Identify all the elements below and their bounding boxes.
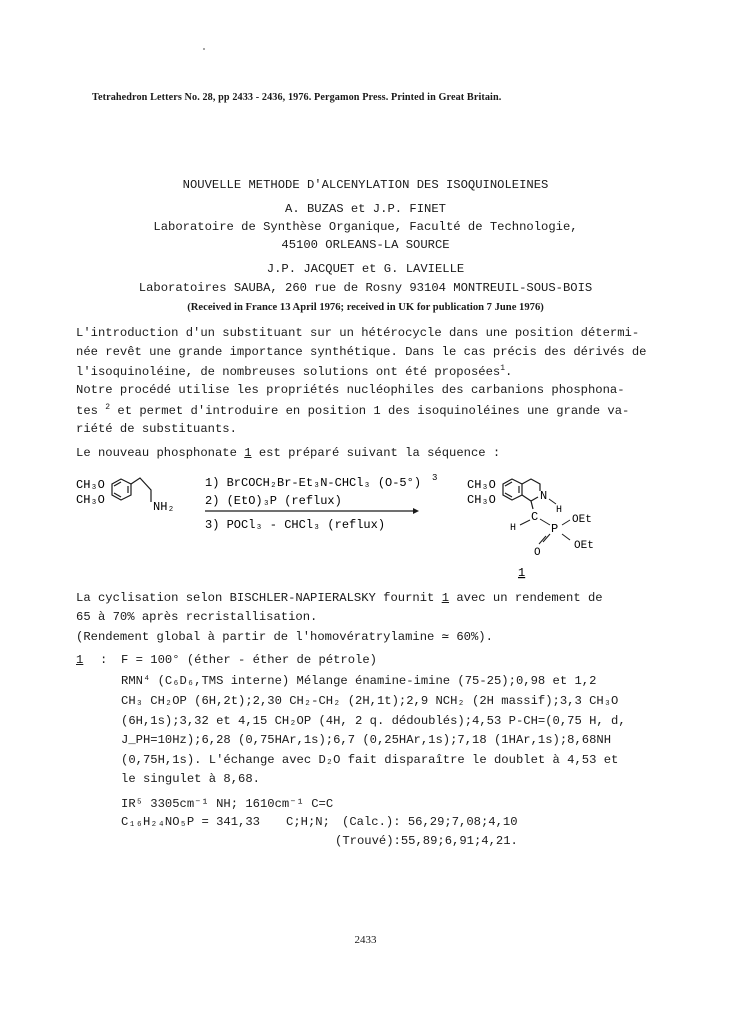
intro-line-4: Notre procédé utilise les propriétés nucléophiles des carbanions phosphona- — [76, 383, 625, 397]
product-label: 1 — [518, 566, 526, 580]
step-3: 3) POCl₃ - CHCl₃ (reflux) — [205, 518, 386, 532]
affiliation-1-line-1: Laboratoire de Synthèse Organique, Faculté de Technologie, — [153, 220, 578, 234]
prod-isoquinoline-rings — [503, 479, 540, 509]
ref-2: 2 — [105, 403, 111, 412]
page-number: 2433 — [354, 934, 377, 946]
prod-h-c: H — [510, 523, 517, 534]
results-line-2: 65 à 70% après recristallisation. — [76, 610, 318, 624]
prod-ch3o-1: CH₃O — [467, 478, 496, 492]
reaction-scheme — [0, 464, 731, 584]
data-separator: : — [100, 653, 108, 667]
nmr-line-6: le singulet à 8,68. — [121, 772, 260, 786]
affiliation-1-line-2: 45100 ORLEANS-LA SOURCE — [281, 238, 450, 252]
intro-line-1: L'introduction d'un substituant sur un hétérocycle dans une position détermi- — [76, 326, 640, 340]
step-1-ref: 3 — [432, 473, 438, 483]
prod-ch3o-2: CH₃O — [467, 493, 496, 507]
intro-line-2: née revêt une grande importance synthétique. Dans le cas précis des dérivés de — [76, 345, 647, 359]
sm-side-chain — [131, 478, 151, 502]
speck-mark — [203, 48, 205, 50]
prod-n: N — [540, 489, 548, 503]
article-title: NOUVELLE METHODE D'ALCENYLATION DES ISOQUINOLEINES — [182, 178, 549, 192]
prod-p: P — [551, 522, 559, 536]
nmr-line-1: RMN⁴ (C₆D₆,TMS interne) Mélange énamine-imine (75-25);0,98 et 1,2 — [121, 674, 597, 688]
analysis-elements: C;H;N; — [286, 815, 330, 829]
ir-data: IR⁵ 3305cm⁻¹ NH; 1610cm⁻¹ C=C — [121, 797, 334, 811]
analysis-found: (Trouvé):55,89;6,91;4,21. — [335, 834, 518, 848]
intro-line-7: Le nouveau phosphonate 1 est préparé suivant la séquence : — [76, 446, 501, 460]
step-2: 2) (EtO)₃P (reflux) — [205, 494, 342, 508]
received-dates: (Received in France 13 April 1976; received in UK for publication 7 June 1976) — [187, 302, 544, 313]
prod-oet-2: OEt — [574, 540, 594, 552]
sm-nh2: NH₂ — [153, 500, 175, 514]
intro-line-6: riété de substituants. — [76, 422, 237, 436]
sm-ch3o-1: CH₃O — [76, 478, 105, 492]
nmr-line-5: (0,75H,1s). L'échange avec D₂O fait disparaître le doublet à 4,53 et — [121, 753, 619, 767]
nmr-line-2: CH₃ CH₂OP (6H,2t);2,30 CH₂-CH₂ (2H,1t);2,9 NCH₂ (2H massif);3,3 CH₃O — [121, 694, 619, 708]
nmr-line-3: (6H,1s);3,32 et 4,15 CH₂OP (4H, 2 q. dédoublés);4,53 P-CH=(0,75 H, d, — [121, 714, 626, 728]
nmr-line-4: J_PH=10Hz);6,28 (0,75HAr,1s);6,7 (0,25HAr,1s);7,18 (1HAr,1s);8,68NH — [121, 733, 612, 747]
intro-line-5: tes $^2$ et permet d'introduire en position 1 des isoquinoléines une grande va- — [76, 403, 630, 418]
prod-oet-1: OEt — [572, 514, 592, 526]
intro-line-3: l'isoquinoléine, de nombreuses solutions ont été proposées$^1$. — [76, 364, 513, 379]
journal-header: Tetrahedron Letters No. 28, pp 2433 - 2436, 1976. Pergamon Press. Printed in Great Britain. — [92, 92, 502, 103]
molecular-formula: C₁₆H₂₄NO₅P = 341,33 — [121, 815, 260, 829]
compound-number: 1 — [244, 446, 252, 460]
authors-1: A. BUZAS et J.P. FINET — [285, 202, 446, 216]
affiliation-2: Laboratoires SAUBA, 260 rue de Rosny 93104 MONTREUIL-SOUS-BOIS — [138, 281, 593, 295]
melting-point: F = 100° (éther - éther de pétrole) — [121, 653, 377, 667]
authors-2: J.P. JACQUET et G. LAVIELLE — [266, 262, 465, 276]
data-compound-label: 1 — [76, 653, 84, 667]
analysis-calc: (Calc.): 56,29;7,08;4,10 — [342, 815, 518, 829]
prod-h-n: H — [556, 505, 563, 516]
sm-benzene-ring — [112, 479, 131, 500]
prod-c: C — [531, 510, 539, 524]
results-line-3: (Rendement global à partir de l'homovératrylamine ≃ 60%). — [76, 630, 493, 644]
step-1: 1) BrCOCH₂Br-Et₃N-CHCl₃ (O-5°) — [205, 476, 422, 490]
sm-ch3o-2: CH₃O — [76, 493, 105, 507]
results-line-1: La cyclisation selon BISCHLER-NAPIERALSKY fournit 1 avec un rendement de — [76, 591, 603, 605]
ref-1: 1 — [500, 364, 506, 373]
prod-o: O — [534, 547, 541, 559]
